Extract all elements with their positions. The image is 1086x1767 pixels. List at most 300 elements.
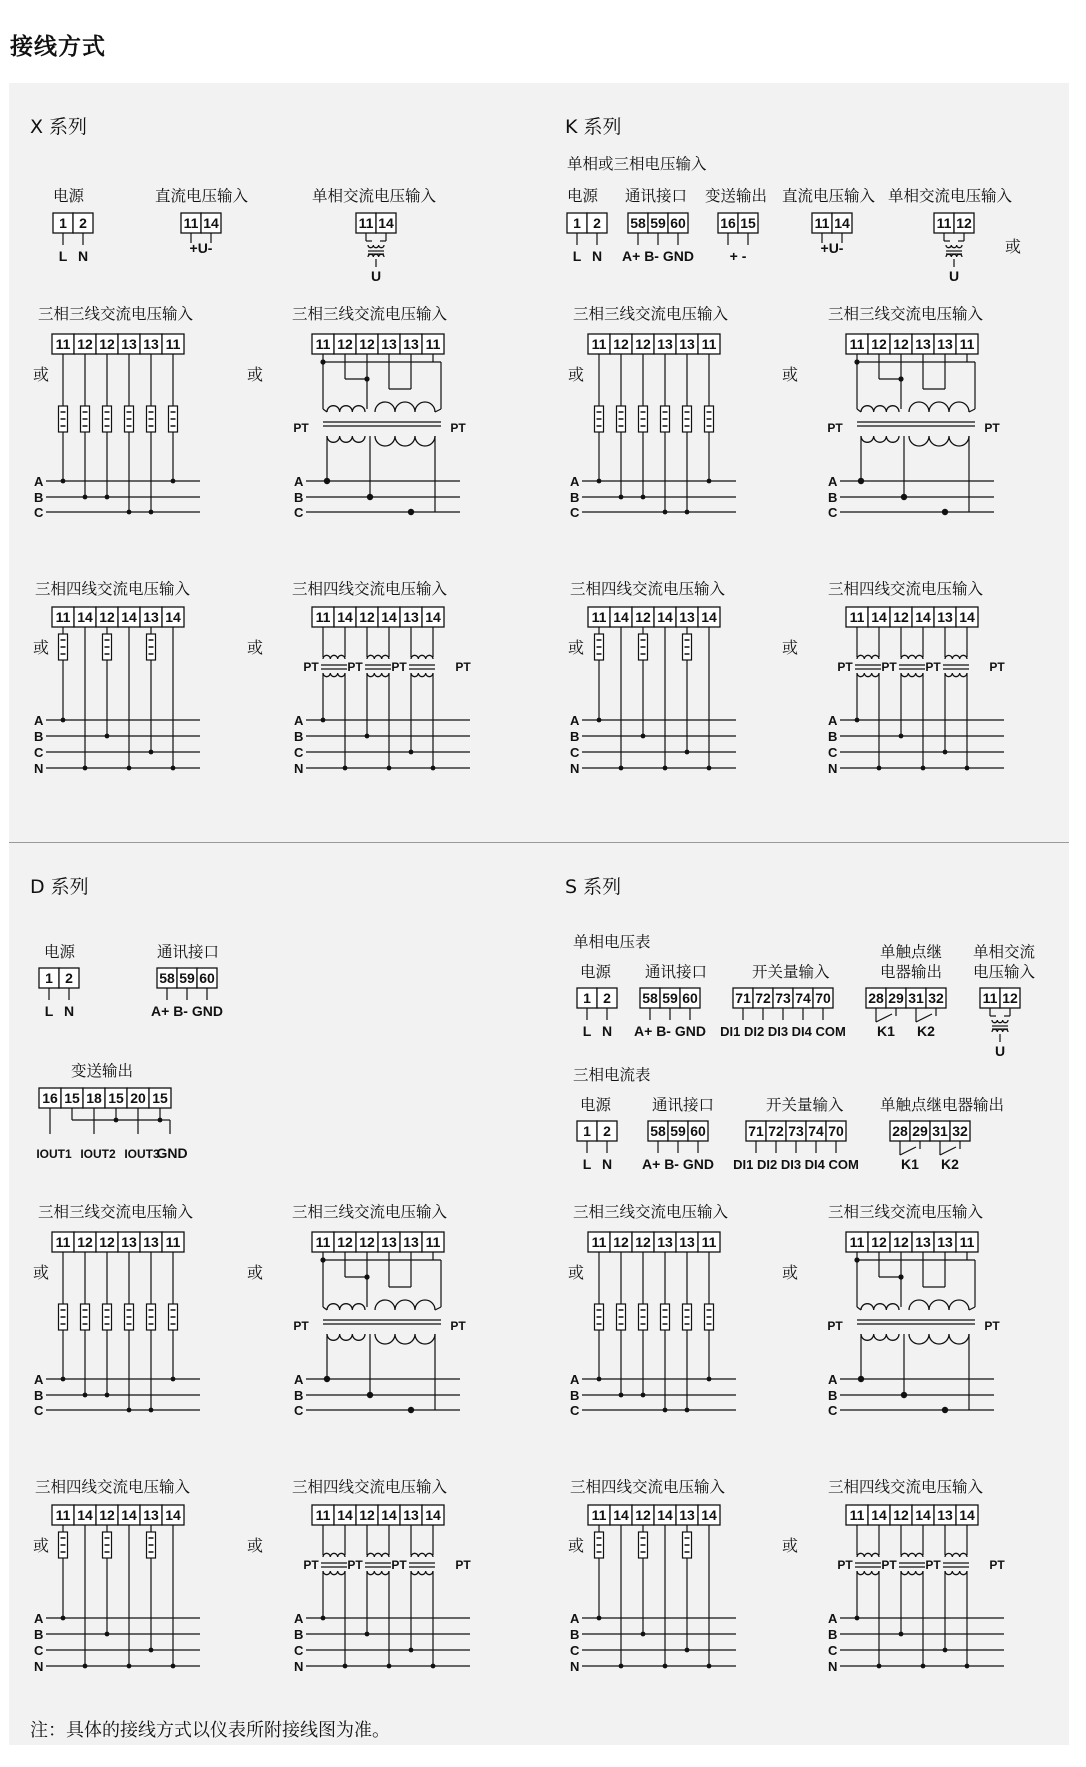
d-4w-pt-pt2-primary [367, 1571, 389, 1575]
x-4w-pt-pt1-secondary [323, 655, 345, 659]
or-x-3w-left: 或 [33, 365, 50, 384]
terminal-number: 13 [679, 336, 695, 352]
terminal-number: 12 [893, 1507, 909, 1523]
x-3w-fuse-bus-label-B: B [34, 490, 44, 505]
dot [641, 1632, 646, 1637]
footnote: 注：具体的接线方式以仪表所附接线图为准。 [30, 1720, 390, 1741]
x-4w-pt-terminal-block [312, 607, 444, 627]
terminal-number: 12 [99, 336, 115, 352]
or-x-4w-left: 或 [33, 638, 50, 657]
d-4w-pt-pt-label-1: PT [303, 1558, 319, 1572]
dot [365, 734, 370, 739]
dot [387, 766, 392, 771]
terminal-number: 11 [591, 609, 607, 625]
page-title: 接线方式 [10, 34, 106, 60]
d-pin-L: L [44, 1003, 54, 1019]
d-4w-label-a: 三相四线交流电压输入 [35, 1478, 191, 1496]
terminal-number: 2 [603, 1123, 611, 1139]
d-3w-pt-pt2-secondary [375, 1300, 435, 1310]
s-4w-fuse-bus-label-B: B [570, 1627, 580, 1642]
terminal-number: 12 [635, 1507, 651, 1523]
x-4w-pt-bus-label-C: C [294, 745, 304, 760]
or-k-4w-mid: 或 [782, 638, 799, 657]
k-4w-pt-pt1-primary [857, 673, 879, 677]
d-4w-pt-terminal-block [312, 1505, 444, 1525]
s-3w-pt-bus-label-A: A [828, 1372, 838, 1387]
s-3w-fuse-bus-label-B: B [570, 1388, 580, 1403]
k-4w-fuse-bus-label-A: A [570, 713, 580, 728]
terminal-number: 13 [403, 609, 419, 625]
terminal-number: 71 [748, 1123, 764, 1139]
k-ac-coil-bottom [946, 254, 962, 257]
terminal-number: 58 [159, 970, 175, 986]
terminal-number: 14 [871, 609, 887, 625]
x-pin-N: N [77, 248, 89, 264]
pri-dot [324, 478, 330, 484]
terminal-number: 13 [121, 1234, 137, 1250]
s1-pin-L: L [582, 1023, 592, 1039]
d-transmit-label: 变送输出 [71, 1062, 134, 1080]
s3-relay-pin-2: K2 [941, 1156, 959, 1172]
section-title-k: K 系列 [565, 116, 622, 138]
s1-switch-pins: DI1 DI2 DI3 DI4 COM [720, 1024, 846, 1039]
terminal-number: 13 [937, 1234, 953, 1250]
terminal-number: 11 [849, 336, 865, 352]
relay-contact [900, 1147, 916, 1155]
s-3w-fuse-dot-3 [663, 1408, 668, 1413]
k-3w-fuse-dot-4 [685, 510, 690, 515]
k-pin-N: N [591, 248, 603, 264]
d-iout1-label: IOUT1 [36, 1147, 72, 1161]
x-3w-fuse-dot-1 [83, 495, 88, 500]
terminal-number: 11 [55, 609, 71, 625]
terminal-number: 12 [956, 215, 972, 231]
k-3w-fuse-dot-1 [619, 495, 624, 500]
terminal-number: 1 [583, 990, 591, 1006]
d-3w-fuse-terminal-block [52, 1232, 184, 1252]
dot [899, 734, 904, 739]
k-3w-pt-terminal-block [846, 334, 978, 354]
or-s-3w-mid: 或 [782, 1263, 799, 1282]
terminal-number: 1 [583, 1123, 591, 1139]
s-3w-pt-pt2-primary [909, 1334, 969, 1344]
terminal-number: 12 [77, 336, 93, 352]
s-3w-pt-pt-label-left: PT [827, 1319, 843, 1333]
dot [685, 1648, 690, 1653]
terminal-number: 11 [959, 1234, 975, 1250]
sec-wire [857, 1307, 861, 1310]
dot [685, 750, 690, 755]
dot [663, 766, 668, 771]
s-3w-label-a: 三相三线交流电压输入 [573, 1203, 729, 1221]
s3-power-terminals [577, 1121, 617, 1141]
or-s-4w-left: 或 [568, 1536, 585, 1555]
d-power-label: 电源 [44, 943, 76, 961]
dot [409, 1648, 414, 1653]
k-3w-pt-pt-label-left: PT [827, 421, 843, 435]
dot [641, 734, 646, 739]
terminal-number: 32 [928, 990, 944, 1006]
dot [855, 1616, 860, 1621]
k-3w-fuse-dot-3 [663, 510, 668, 515]
s3-switch-label: 开关量输入 [766, 1096, 844, 1114]
terminal-number: 14 [121, 609, 137, 625]
d-3w-fuse-bus-label-B: B [34, 1388, 44, 1403]
s1-ac-label-1: 单相交流 [973, 943, 1036, 961]
terminal-number: 11 [849, 609, 865, 625]
s-three-meter-label: 三相电流表 [573, 1066, 651, 1084]
k-4w-fuse-bus-label-C: C [570, 745, 580, 760]
dot [321, 1616, 326, 1621]
terminal-number: 14 [165, 609, 181, 625]
s1-ac-terminals [980, 988, 1020, 1008]
terminal-number: 16 [42, 1090, 58, 1106]
k-power-label: 电源 [567, 187, 599, 205]
terminal-number: 13 [143, 609, 159, 625]
s-3w-fuse-terminal-block [588, 1232, 720, 1252]
d-3w-fuse-dot-3 [127, 1408, 132, 1413]
terminal-number: 2 [65, 970, 73, 986]
k-3w-fuse-terminal-block [588, 334, 720, 354]
terminal-number: 13 [679, 609, 695, 625]
sec-wire [435, 409, 441, 412]
s3-comm-terminals [648, 1121, 708, 1141]
dot [127, 1664, 132, 1669]
terminal-number: 60 [670, 215, 686, 231]
sec-wire [435, 1307, 441, 1310]
dot [943, 1648, 948, 1653]
terminal-number: 13 [915, 1234, 931, 1250]
x-4w-pt-pt-label-3: PT [391, 660, 407, 674]
terminal-number: 58 [642, 990, 658, 1006]
or-k-3w-mid: 或 [782, 365, 799, 384]
terminal-number: 15 [152, 1090, 168, 1106]
terminal-number: 13 [381, 336, 397, 352]
k-comm-terminals [628, 213, 688, 233]
or-k-4w-left: 或 [568, 638, 585, 657]
terminal-number: 2 [603, 990, 611, 1006]
terminal-number: 20 [130, 1090, 146, 1106]
terminal-number: 73 [775, 990, 791, 1006]
or-d-3w-left: 或 [33, 1263, 50, 1282]
terminal-number: 14 [613, 1507, 629, 1523]
terminal-number: 11 [55, 336, 71, 352]
k-3w-fuse-bus-label-B: B [570, 490, 580, 505]
x-4w-pt-pt3-secondary [411, 655, 433, 659]
dot [105, 1632, 110, 1637]
k-4w-pt-bus-label-N: N [828, 761, 838, 776]
terminal-number: 1 [59, 215, 67, 231]
d-3w-label-b: 三相三线交流电压输入 [292, 1203, 448, 1221]
dot [965, 1664, 970, 1669]
s-4w-pt-bus-label-B: B [828, 1627, 838, 1642]
x-3w-pt-bus-label-B: B [294, 490, 304, 505]
x-3w-pt-terminal-block [312, 334, 444, 354]
k-3w-pt-pt2-primary [909, 436, 969, 446]
dot [431, 766, 436, 771]
s1-pin-N: N [601, 1023, 613, 1039]
d-4w-pt-bus-label-B: B [294, 1627, 304, 1642]
terminal-number: 13 [143, 1507, 159, 1523]
k-3w-pt-pt1-primary [861, 436, 899, 442]
s1-power-label: 电源 [580, 963, 612, 981]
terminal-number: 14 [959, 1507, 975, 1523]
x-3w-fuse-bus-label-C: C [34, 505, 44, 520]
terminal-number: 13 [403, 1507, 419, 1523]
x-3w-pt-bus-label-A: A [294, 474, 304, 489]
dot [343, 766, 348, 771]
d-3w-fuse-dot-0 [61, 1377, 66, 1382]
k-3w-pt-pt2-secondary [909, 402, 969, 412]
dot [663, 1664, 668, 1669]
s-3w-fuse-bus-label-C: C [570, 1403, 580, 1418]
d-4w-pt-bus-label-A: A [294, 1611, 304, 1626]
terminal-number: 12 [871, 1234, 887, 1250]
terminal-number: 14 [378, 215, 394, 231]
d-4w-pt-pt1-secondary [323, 1553, 345, 1557]
d-3w-pt-pt1-secondary [327, 1304, 365, 1310]
d-transmit-terminals [39, 1088, 171, 1108]
x-3w-pt-pt2-secondary [375, 402, 435, 412]
terminal-number: 13 [915, 336, 931, 352]
terminal-number: 1 [573, 215, 581, 231]
terminal-number: 11 [936, 215, 952, 231]
x-4w-pt-bus-label-A: A [294, 713, 304, 728]
or-s-4w-mid: 或 [782, 1536, 799, 1555]
x-3w-pt-pt1-secondary [327, 406, 365, 412]
x-3w-fuse-dot-0 [61, 479, 66, 484]
d-4w-pt-pt-label-3: PT [391, 1558, 407, 1572]
k-4w-pt-bus-label-A: A [828, 713, 838, 728]
d-3w-pt-pt-label-left: PT [293, 1319, 309, 1333]
x-3w-pt-pt2-primary [375, 436, 435, 446]
terminal-number: 13 [403, 336, 419, 352]
k-4w-pt-pt-label-1: PT [837, 660, 853, 674]
s-4w-pt-pt3-primary [945, 1571, 967, 1575]
x-3w-fuse-bus-label-A: A [34, 474, 44, 489]
s1-power-terminals [577, 988, 617, 1008]
x-pin-L: L [58, 248, 68, 264]
terminal-number: 13 [403, 1234, 419, 1250]
terminal-number: 14 [657, 609, 673, 625]
d-comm-label: 通讯接口 [157, 943, 220, 961]
k-comm-pins: A+ B- GND [622, 248, 694, 264]
dot [597, 1616, 602, 1621]
s-4w-fuse-bus-label-C: C [570, 1643, 580, 1658]
k-3w-label-b: 三相三线交流电压输入 [828, 305, 984, 323]
terminal-number: 11 [849, 1507, 865, 1523]
terminal-number: 15 [64, 1090, 80, 1106]
k-3w-pt-bus-label-B: B [828, 490, 838, 505]
k-3w-fuse-dot-5 [707, 479, 712, 484]
section-title-s: S 系列 [565, 876, 622, 898]
s-3w-pt-pt1-primary [861, 1334, 899, 1340]
terminal-number: 11 [55, 1234, 71, 1250]
k-pin-L: L [572, 248, 582, 264]
x-3w-label-a: 三相三线交流电压输入 [38, 305, 194, 323]
k-4w-pt-pt3-secondary [945, 655, 967, 659]
k-4w-fuse-bus-label-B: B [570, 729, 580, 744]
terminal-number: 11 [165, 336, 181, 352]
k-3w-fuse-dot-2 [641, 495, 646, 500]
s-4w-pt-pt-label-4: PT [989, 1558, 1005, 1572]
or-x-3w-mid: 或 [247, 365, 264, 384]
terminal-number: 70 [828, 1123, 844, 1139]
terminal-number: 73 [788, 1123, 804, 1139]
k-4w-fuse-bus-label-N: N [570, 761, 580, 776]
d-4w-fuse-bus-label-C: C [34, 1643, 44, 1658]
dot [707, 766, 712, 771]
terminal-number: 31 [908, 990, 924, 1006]
terminal-number: 2 [593, 215, 601, 231]
d-4w-fuse-bus-label-B: B [34, 1627, 44, 1642]
k-4w-label-a: 三相四线交流电压输入 [570, 580, 726, 598]
s-3w-pt-bus-label-C: C [828, 1403, 838, 1418]
s1-relay-label-1: 单触点继 [880, 943, 943, 961]
terminal-number: 14 [425, 1507, 441, 1523]
d-3w-fuse-bus-label-A: A [34, 1372, 44, 1387]
s1-ac-coil-top [992, 1020, 1008, 1023]
terminal-number: 11 [591, 336, 607, 352]
terminal-number: 12 [1002, 990, 1018, 1006]
d-comm-pins: A+ B- GND [151, 1003, 223, 1019]
terminal-number: 16 [720, 215, 736, 231]
terminal-number: 11 [701, 1234, 717, 1250]
terminal-number: 14 [613, 609, 629, 625]
d-3w-fuse-dot-2 [105, 1393, 110, 1398]
k-3w-pt-bus-label-C: C [828, 505, 838, 520]
pri-dot [408, 1407, 414, 1413]
d-4w-pt-bus-label-N: N [294, 1659, 304, 1674]
d-3w-pt-bus-label-A: A [294, 1372, 304, 1387]
s1-comm-pins: A+ B- GND [634, 1023, 706, 1039]
terminal-number: 14 [337, 1507, 353, 1523]
x-4w-fuse-terminal-block [52, 607, 184, 627]
s-4w-pt-pt1-primary [857, 1571, 879, 1575]
terminal-number: 28 [868, 990, 884, 1006]
s1-ac-label-2: 电压输入 [973, 963, 1036, 981]
dot [61, 718, 66, 723]
terminal-number: 11 [315, 336, 331, 352]
d-power-terminals [39, 968, 79, 988]
or-x-4w-mid: 或 [247, 638, 264, 657]
dot [619, 766, 624, 771]
s1-relay-pin-1: K1 [877, 1023, 895, 1039]
s3-comm-pins: A+ B- GND [642, 1156, 714, 1172]
dot [149, 750, 154, 755]
dot [943, 750, 948, 755]
terminal-number: 1 [45, 970, 53, 986]
d-4w-pt-pt2-secondary [367, 1553, 389, 1557]
s-4w-fuse-bus-label-A: A [570, 1611, 580, 1626]
s-4w-pt-bus-label-C: C [828, 1643, 838, 1658]
k-power-terminals [567, 213, 607, 233]
x-4w-pt-pt3-primary [411, 673, 433, 677]
x-3w-pt-pt-label-left: PT [293, 421, 309, 435]
terminal-number: 13 [657, 336, 673, 352]
terminal-number: 11 [55, 1507, 71, 1523]
s-4w-fuse-bus-label-N: N [570, 1659, 580, 1674]
d-4w-pt-pt1-primary [323, 1571, 345, 1575]
terminal-number: 32 [952, 1123, 968, 1139]
terminal-number: 13 [937, 609, 953, 625]
dot [61, 1616, 66, 1621]
terminal-number: 14 [381, 1507, 397, 1523]
x-4w-fuse-bus-label-N: N [34, 761, 44, 776]
pri-dot [367, 494, 373, 500]
s-4w-pt-pt1-secondary [857, 1553, 879, 1557]
terminal-number: 11 [701, 336, 717, 352]
x-4w-pt-pt-label-2: PT [347, 660, 363, 674]
x-4w-pt-pt1-primary [323, 673, 345, 677]
terminal-number: 11 [165, 1234, 181, 1250]
terminal-number: 60 [682, 990, 698, 1006]
dot [149, 1648, 154, 1653]
d-3w-fuse-dot-1 [83, 1393, 88, 1398]
s-4w-pt-pt2-primary [901, 1571, 923, 1575]
s1-ac-pin: U [994, 1043, 1006, 1059]
x-3w-label-b: 三相三线交流电压输入 [292, 305, 448, 323]
terminal-number: 12 [871, 336, 887, 352]
terminal-number: 13 [143, 336, 159, 352]
x-4w-pt-bus-label-B: B [294, 729, 304, 744]
terminal-number: 11 [591, 1507, 607, 1523]
d-3w-pt-pt1-primary [327, 1334, 365, 1340]
dot [877, 1664, 882, 1669]
terminal-number: 13 [381, 1234, 397, 1250]
x-3w-pt-pt1-primary [327, 436, 365, 442]
x-3w-fuse-terminal-block [52, 334, 184, 354]
terminal-number: 12 [635, 1234, 651, 1250]
terminal-number: 12 [893, 1234, 909, 1250]
x-dc-terminals [181, 213, 221, 233]
dot [365, 1632, 370, 1637]
terminal-number: 12 [337, 336, 353, 352]
terminal-number: 74 [808, 1123, 824, 1139]
terminal-number: 14 [203, 215, 219, 231]
k-3w-pt-bus-label-A: A [828, 474, 838, 489]
d-3w-fuse-bus-label-C: C [34, 1403, 44, 1418]
terminal-number: 14 [701, 609, 717, 625]
s-3w-fuse-dot-1 [619, 1393, 624, 1398]
s-single-meter-label: 单相电压表 [573, 933, 651, 951]
dot [877, 766, 882, 771]
terminal-number: 14 [121, 1507, 137, 1523]
s-4w-label-a: 三相四线交流电压输入 [570, 1478, 726, 1496]
d-3w-label-a: 三相三线交流电压输入 [38, 1203, 194, 1221]
d-3w-fuse-dot-5 [171, 1377, 176, 1382]
k-ac-coil-top [946, 245, 962, 248]
terminal-number: 14 [337, 609, 353, 625]
s-4w-pt-pt3-secondary [945, 1553, 967, 1557]
k-dc-input-label: 直流电压输入 [782, 187, 876, 205]
x-4w-pt-pt2-primary [367, 673, 389, 677]
terminal-number: 2 [79, 215, 87, 231]
d-4w-fuse-bus-label-N: N [34, 1659, 44, 1674]
relay-contact [916, 1014, 932, 1022]
k-4w-pt-pt1-secondary [857, 655, 879, 659]
k-3w-label-a: 三相三线交流电压输入 [573, 305, 729, 323]
x-dc-input-label: 直流电压输入 [155, 187, 249, 205]
terminal-number: 13 [937, 336, 953, 352]
d-3w-fuse-dot-4 [149, 1408, 154, 1413]
terminal-number: 14 [381, 609, 397, 625]
pri-dot [942, 1407, 948, 1413]
s-4w-label-b: 三相四线交流电压输入 [828, 1478, 984, 1496]
x-power-label: 电源 [53, 187, 85, 205]
terminal-number: 74 [795, 990, 811, 1006]
d-4w-pt-pt-label-4: PT [455, 1558, 471, 1572]
